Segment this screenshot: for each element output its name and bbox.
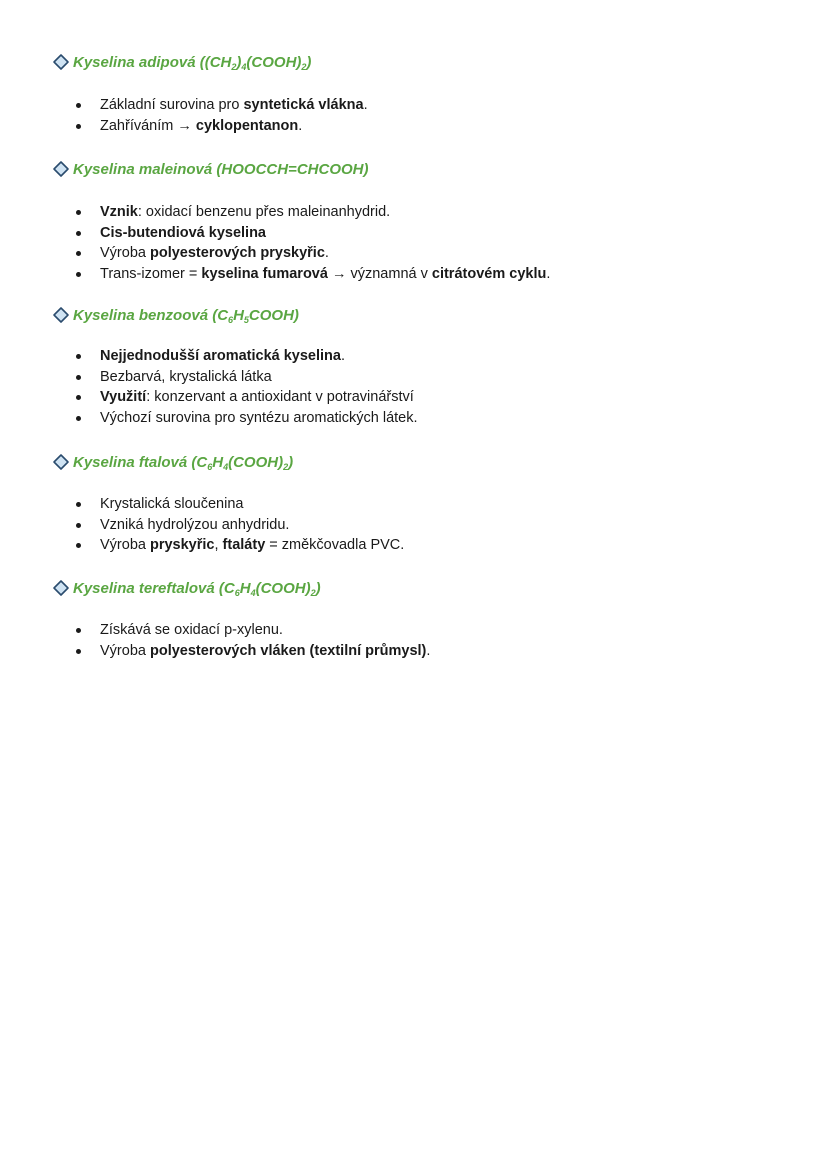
text-run: Krystalická sloučenina [100, 496, 244, 512]
section-phthalic-acid [52, 450, 772, 554]
section-heading [52, 576, 772, 600]
text-run: Bezbarvá, krystalická látka [100, 368, 272, 385]
list-item [52, 387, 418, 408]
text-run: Trans-izomer = [100, 266, 202, 283]
list-item [52, 202, 550, 223]
section-heading [52, 157, 772, 181]
text-run: : konzervant a antioxidant v potravinářství [146, 389, 414, 406]
text-run: Výroba [100, 245, 150, 262]
text-run: H [239, 579, 251, 597]
text-run: Výchozí surovina pro syntézu aromatických látek. [100, 410, 418, 427]
text-run: = změkčovadla PVC. [265, 537, 405, 554]
subscript: 6 [234, 587, 240, 598]
list-item [52, 116, 368, 137]
subscript: 6 [228, 314, 234, 325]
text-run: H [233, 306, 244, 324]
section-title [73, 161, 368, 178]
subscript: 2 [231, 61, 237, 72]
section-terephthalic-acid [52, 576, 772, 659]
subscript: 2 [301, 61, 307, 72]
text-run: ) [315, 579, 321, 597]
text-run: Zahříváním → [100, 117, 196, 134]
text-run: Vzniká hydrolýzou anhydridu. [100, 516, 290, 533]
subscript: 4 [241, 61, 247, 72]
text-run: Výroba [100, 537, 150, 554]
subscript: 2 [283, 461, 289, 472]
bullet-list [52, 95, 368, 136]
section-heading [52, 50, 772, 74]
bullet-list [52, 494, 404, 556]
text-run: (COOH) [228, 453, 284, 471]
text-run: ) [306, 53, 312, 71]
section-benzoic-acid [52, 303, 772, 427]
section-heading [52, 450, 772, 474]
bold-text: syntetická vlákna [243, 97, 364, 113]
text-run: Kyselina ftalová (C [73, 453, 208, 471]
text-run: Výroba [100, 642, 150, 659]
section-title [73, 307, 299, 324]
list-item [52, 367, 418, 388]
text-run: . [363, 97, 368, 113]
bold-text: kyselina fumarová [201, 266, 328, 283]
bold-text: citrátovém cyklu [431, 266, 547, 283]
section-title [73, 54, 311, 71]
list-item [52, 641, 430, 662]
subscript: 4 [250, 587, 256, 598]
subscript: 6 [207, 461, 213, 472]
bullet-list [52, 202, 550, 285]
list-item [52, 95, 368, 116]
bold-text: ftaláty [222, 537, 266, 554]
diamond-icon [52, 160, 70, 178]
text-run: : oxidací benzenu přes maleinanhydrid. [137, 204, 391, 220]
text-run: Kyselina benzoová (C [73, 306, 229, 324]
text-run: , [214, 537, 223, 554]
bold-text: cyklopentanon [195, 117, 299, 134]
bold-text: Využití [100, 389, 147, 406]
bullet-list [52, 620, 430, 661]
text-run: Kyselina maleinová (HOOCCH=CHCOOH) [73, 160, 369, 178]
bold-text: polyesterových vláken (textilní průmysl) [149, 642, 427, 659]
text-run: Kyselina adipová ((CH [73, 53, 232, 71]
text-run: (COOH) [246, 53, 302, 71]
text-run: Základní surovina pro [100, 97, 244, 113]
text-run: H [212, 453, 224, 471]
list-item [52, 535, 404, 556]
diamond-icon [52, 306, 70, 324]
diamond-icon [52, 53, 70, 71]
bullet-list [52, 346, 418, 429]
section-heading [52, 303, 772, 327]
diamond-icon [52, 453, 70, 471]
list-item [52, 264, 550, 285]
section-title [73, 454, 293, 471]
text-run: . [298, 117, 303, 134]
bold-text: Nejjednodušší aromatická kyselina [100, 348, 341, 364]
list-item [52, 243, 550, 264]
text-run: . [340, 348, 345, 364]
subscript: 2 [310, 587, 316, 598]
text-run: Kyselina tereftalová (C [73, 579, 235, 597]
text-run: → významná v [327, 266, 432, 283]
text-run: ) [236, 53, 242, 71]
list-item [52, 223, 550, 244]
bold-text: polyesterových pryskyřic [149, 245, 325, 262]
bold-text: Cis-butendiová kyselina [100, 224, 266, 241]
text-run: . [324, 245, 329, 262]
text-run: . [546, 266, 551, 283]
list-item [52, 515, 404, 536]
text-run: Získává se oxidací p-xylenu. [100, 622, 283, 638]
list-item [52, 408, 418, 429]
list-item [52, 620, 430, 641]
list-item [52, 346, 418, 367]
section-adipic-acid [52, 50, 772, 134]
subscript: 4 [223, 461, 229, 472]
text-run: (COOH) [255, 579, 311, 597]
list-item [52, 494, 404, 515]
text-run: ) [288, 453, 294, 471]
text-run: . [426, 642, 431, 659]
bold-text: pryskyřic [149, 537, 215, 554]
section-maleic-acid [52, 157, 772, 283]
section-title [73, 580, 321, 597]
bold-text: Vznik [100, 204, 138, 220]
subscript: 5 [243, 314, 249, 325]
text-run: COOH) [248, 306, 299, 324]
diamond-icon [52, 579, 70, 597]
